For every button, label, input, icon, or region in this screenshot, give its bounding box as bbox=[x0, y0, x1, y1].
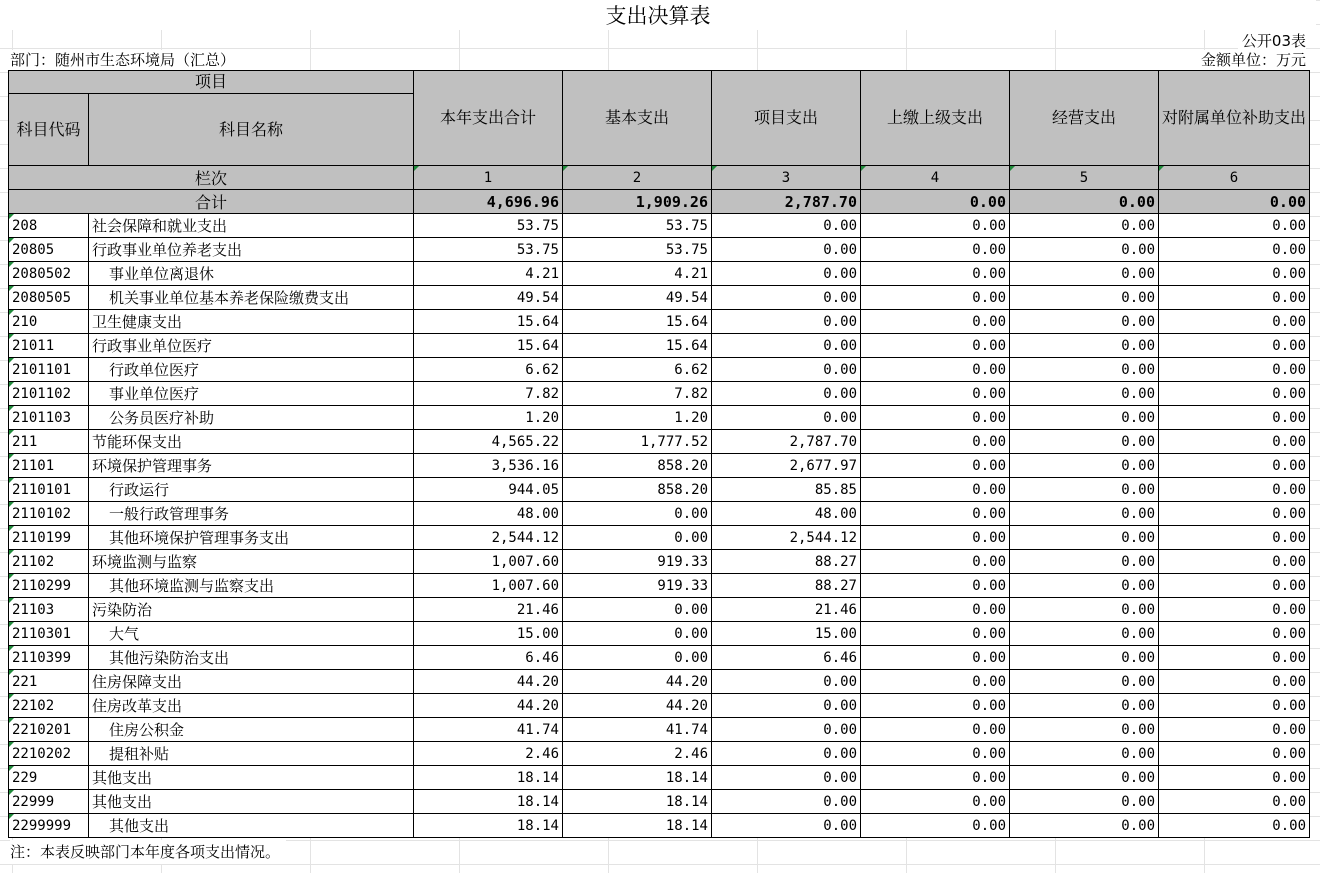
amount-cell[interactable]: 0.00 bbox=[1159, 430, 1310, 454]
amount-cell[interactable]: 2,787.70 bbox=[712, 430, 861, 454]
subject-name-cell[interactable]: 其他环境保护管理事务支出 bbox=[89, 526, 414, 550]
subject-name-cell[interactable]: 其他支出 bbox=[89, 766, 414, 790]
amount-cell[interactable]: 6.62 bbox=[563, 358, 712, 382]
subject-code-cell[interactable]: 2110399 bbox=[9, 646, 89, 670]
total-value[interactable]: 0.00 bbox=[1010, 190, 1159, 214]
amount-cell[interactable]: 0.00 bbox=[1010, 310, 1159, 334]
amount-cell[interactable]: 15.64 bbox=[414, 334, 563, 358]
table-row bbox=[9, 430, 1310, 454]
amount-cell[interactable]: 0.00 bbox=[1010, 238, 1159, 262]
amount-cell[interactable]: 0.00 bbox=[1010, 502, 1159, 526]
amount-cell[interactable]: 0.00 bbox=[861, 550, 1010, 574]
table-row bbox=[9, 694, 1310, 718]
expenditure-table bbox=[8, 70, 1310, 838]
subject-code-cell[interactable]: 21011 bbox=[9, 334, 89, 358]
amount-cell[interactable]: 4,565.22 bbox=[414, 430, 563, 454]
amount-cell[interactable]: 0.00 bbox=[712, 286, 861, 310]
amount-cell[interactable]: 0.00 bbox=[1159, 310, 1310, 334]
header-col-3[interactable]: 项目支出 bbox=[712, 71, 861, 166]
subject-code-cell[interactable]: 2299999 bbox=[9, 814, 89, 838]
subject-name-cell[interactable]: 其他污染防治支出 bbox=[89, 646, 414, 670]
table-row bbox=[9, 478, 1310, 502]
amount-cell[interactable]: 0.00 bbox=[861, 718, 1010, 742]
table-row bbox=[9, 814, 1310, 838]
amount-cell[interactable]: 0.00 bbox=[861, 358, 1010, 382]
amount-cell[interactable]: 0.00 bbox=[1159, 550, 1310, 574]
subject-name-cell[interactable]: 住房保障支出 bbox=[89, 670, 414, 694]
amount-cell[interactable]: 44.20 bbox=[414, 670, 563, 694]
col-index[interactable]: 5 bbox=[1010, 166, 1159, 190]
subject-name-cell[interactable]: 大气 bbox=[89, 622, 414, 646]
amount-cell[interactable]: 0.00 bbox=[1010, 574, 1159, 598]
footnote: 注：本表反映部门本年度各项支出情况。 bbox=[10, 840, 286, 864]
amount-cell[interactable]: 944.05 bbox=[414, 478, 563, 502]
col-index[interactable]: 2 bbox=[563, 166, 712, 190]
amount-cell[interactable]: 88.27 bbox=[712, 550, 861, 574]
amount-cell[interactable]: 18.14 bbox=[414, 790, 563, 814]
amount-cell[interactable]: 0.00 bbox=[861, 502, 1010, 526]
amount-cell[interactable]: 0.00 bbox=[861, 382, 1010, 406]
table-row bbox=[9, 406, 1310, 430]
col-index[interactable]: 1 bbox=[414, 166, 563, 190]
header-col-6[interactable]: 对附属单位补助支出 bbox=[1159, 71, 1310, 166]
amount-cell[interactable]: 0.00 bbox=[1159, 406, 1310, 430]
amount-cell[interactable]: 15.00 bbox=[712, 622, 861, 646]
amount-cell[interactable]: 1.20 bbox=[414, 406, 563, 430]
table-row bbox=[9, 310, 1310, 334]
subject-code-cell[interactable]: 2101101 bbox=[9, 358, 89, 382]
amount-cell[interactable]: 18.14 bbox=[563, 790, 712, 814]
amount-cell[interactable]: 0.00 bbox=[1159, 262, 1310, 286]
amount-cell[interactable]: 0.00 bbox=[1159, 502, 1310, 526]
amount-cell[interactable]: 0.00 bbox=[1010, 646, 1159, 670]
subject-code-cell[interactable]: 2110101 bbox=[9, 478, 89, 502]
subject-code-cell[interactable]: 2110299 bbox=[9, 574, 89, 598]
amount-cell[interactable]: 2,677.97 bbox=[712, 454, 861, 478]
amount-cell[interactable]: 0.00 bbox=[712, 694, 861, 718]
total-value[interactable]: 1,909.26 bbox=[563, 190, 712, 214]
amount-cell[interactable]: 0.00 bbox=[861, 574, 1010, 598]
amount-cell[interactable]: 0.00 bbox=[563, 526, 712, 550]
amount-cell[interactable]: 7.82 bbox=[563, 382, 712, 406]
amount-cell[interactable]: 1,007.60 bbox=[414, 574, 563, 598]
table-row bbox=[9, 286, 1310, 310]
amount-cell[interactable]: 0.00 bbox=[1010, 382, 1159, 406]
amount-cell[interactable]: 7.82 bbox=[414, 382, 563, 406]
amount-cell[interactable]: 21.46 bbox=[712, 598, 861, 622]
subject-name-cell[interactable]: 卫生健康支出 bbox=[89, 310, 414, 334]
amount-cell[interactable]: 0.00 bbox=[712, 382, 861, 406]
amount-cell[interactable]: 53.75 bbox=[414, 214, 563, 238]
amount-cell[interactable]: 0.00 bbox=[1010, 814, 1159, 838]
amount-cell[interactable]: 3,536.16 bbox=[414, 454, 563, 478]
amount-cell[interactable]: 0.00 bbox=[1159, 718, 1310, 742]
amount-cell[interactable]: 858.20 bbox=[563, 454, 712, 478]
amount-cell[interactable]: 858.20 bbox=[563, 478, 712, 502]
amount-cell[interactable]: 0.00 bbox=[1010, 262, 1159, 286]
subject-name-cell[interactable]: 住房改革支出 bbox=[89, 694, 414, 718]
subject-code-cell[interactable]: 21103 bbox=[9, 598, 89, 622]
amount-cell[interactable]: 0.00 bbox=[1010, 598, 1159, 622]
subject-code-cell[interactable]: 221 bbox=[9, 670, 89, 694]
amount-cell[interactable]: 0.00 bbox=[712, 670, 861, 694]
amount-cell[interactable]: 0.00 bbox=[1159, 526, 1310, 550]
amount-cell[interactable]: 0.00 bbox=[1159, 694, 1310, 718]
subject-code-cell[interactable]: 208 bbox=[9, 214, 89, 238]
amount-cell[interactable]: 0.00 bbox=[712, 238, 861, 262]
amount-cell[interactable]: 44.20 bbox=[563, 670, 712, 694]
total-value[interactable]: 2,787.70 bbox=[712, 190, 861, 214]
amount-cell[interactable]: 0.00 bbox=[1010, 622, 1159, 646]
amount-cell[interactable]: 0.00 bbox=[861, 430, 1010, 454]
amount-cell[interactable]: 0.00 bbox=[1159, 454, 1310, 478]
subject-name-cell[interactable]: 一般行政管理事务 bbox=[89, 502, 414, 526]
table-row bbox=[9, 670, 1310, 694]
amount-cell[interactable]: 0.00 bbox=[1159, 766, 1310, 790]
total-label[interactable]: 合计 bbox=[9, 190, 414, 214]
amount-cell[interactable]: 0.00 bbox=[861, 742, 1010, 766]
amount-cell[interactable]: 15.64 bbox=[563, 334, 712, 358]
amount-cell[interactable]: 0.00 bbox=[1159, 238, 1310, 262]
amount-cell[interactable]: 18.14 bbox=[414, 814, 563, 838]
header-code[interactable]: 科目代码 bbox=[9, 94, 89, 166]
subject-code-cell[interactable]: 2101103 bbox=[9, 406, 89, 430]
amount-cell[interactable]: 0.00 bbox=[1010, 766, 1159, 790]
amount-cell[interactable]: 18.14 bbox=[563, 766, 712, 790]
amount-cell[interactable]: 919.33 bbox=[563, 574, 712, 598]
col-index[interactable]: 6 bbox=[1159, 166, 1310, 190]
amount-cell[interactable]: 2.46 bbox=[563, 742, 712, 766]
table-row bbox=[9, 742, 1310, 766]
subject-name-cell[interactable]: 行政事业单位养老支出 bbox=[89, 238, 414, 262]
header-col-1[interactable]: 本年支出合计 bbox=[414, 71, 563, 166]
amount-cell[interactable]: 2,544.12 bbox=[414, 526, 563, 550]
table-row bbox=[9, 382, 1310, 406]
amount-cell[interactable]: 15.00 bbox=[414, 622, 563, 646]
total-value[interactable]: 0.00 bbox=[1159, 190, 1310, 214]
amount-cell[interactable]: 0.00 bbox=[861, 310, 1010, 334]
subject-code-cell[interactable]: 2210201 bbox=[9, 718, 89, 742]
amount-cell[interactable]: 0.00 bbox=[861, 238, 1010, 262]
amount-cell[interactable]: 0.00 bbox=[1159, 790, 1310, 814]
subject-name-cell[interactable]: 其他支出 bbox=[89, 790, 414, 814]
amount-cell[interactable]: 0.00 bbox=[712, 406, 861, 430]
table-row bbox=[9, 214, 1310, 238]
amount-cell[interactable]: 0.00 bbox=[1159, 670, 1310, 694]
amount-cell[interactable]: 0.00 bbox=[1010, 358, 1159, 382]
subject-name-cell[interactable]: 提租补贴 bbox=[89, 742, 414, 766]
subject-code-cell[interactable]: 2110102 bbox=[9, 502, 89, 526]
amount-cell[interactable]: 85.85 bbox=[712, 478, 861, 502]
subject-code-cell[interactable]: 2110199 bbox=[9, 526, 89, 550]
amount-cell[interactable]: 0.00 bbox=[861, 790, 1010, 814]
amount-cell[interactable]: 0.00 bbox=[712, 742, 861, 766]
amount-cell[interactable]: 0.00 bbox=[861, 478, 1010, 502]
subject-code-cell[interactable]: 22102 bbox=[9, 694, 89, 718]
subject-name-cell[interactable]: 其他环境监测与监察支出 bbox=[89, 574, 414, 598]
amount-cell[interactable]: 0.00 bbox=[1010, 670, 1159, 694]
amount-cell[interactable]: 0.00 bbox=[861, 598, 1010, 622]
table-row bbox=[9, 454, 1310, 478]
subject-name-cell[interactable]: 事业单位医疗 bbox=[89, 382, 414, 406]
amount-cell[interactable]: 0.00 bbox=[1010, 718, 1159, 742]
amount-cell[interactable]: 0.00 bbox=[861, 454, 1010, 478]
subject-name-cell[interactable]: 行政事业单位医疗 bbox=[89, 334, 414, 358]
amount-cell[interactable]: 0.00 bbox=[1010, 406, 1159, 430]
col-index[interactable]: 4 bbox=[861, 166, 1010, 190]
amount-cell[interactable]: 0.00 bbox=[1010, 334, 1159, 358]
amount-cell[interactable]: 6.46 bbox=[414, 646, 563, 670]
amount-cell[interactable]: 0.00 bbox=[712, 358, 861, 382]
amount-cell[interactable]: 53.75 bbox=[563, 238, 712, 262]
amount-cell[interactable]: 0.00 bbox=[861, 214, 1010, 238]
amount-cell[interactable]: 15.64 bbox=[563, 310, 712, 334]
amount-cell[interactable]: 6.46 bbox=[712, 646, 861, 670]
amount-cell[interactable]: 18.14 bbox=[563, 814, 712, 838]
amount-cell[interactable]: 0.00 bbox=[1159, 382, 1310, 406]
subject-code-cell[interactable]: 2110301 bbox=[9, 622, 89, 646]
amount-cell[interactable]: 0.00 bbox=[1159, 742, 1310, 766]
table-row bbox=[9, 550, 1310, 574]
amount-cell[interactable]: 0.00 bbox=[1010, 478, 1159, 502]
subject-name-cell[interactable]: 行政单位医疗 bbox=[89, 358, 414, 382]
amount-cell[interactable]: 0.00 bbox=[563, 646, 712, 670]
subject-code-cell[interactable]: 2080505 bbox=[9, 286, 89, 310]
amount-cell[interactable]: 0.00 bbox=[861, 694, 1010, 718]
col-index[interactable]: 3 bbox=[712, 166, 861, 190]
amount-cell[interactable]: 0.00 bbox=[861, 646, 1010, 670]
amount-cell[interactable]: 0.00 bbox=[861, 670, 1010, 694]
amount-cell[interactable]: 44.20 bbox=[563, 694, 712, 718]
subject-name-cell[interactable]: 环境监测与监察 bbox=[89, 550, 414, 574]
subject-name-cell[interactable]: 环境保护管理事务 bbox=[89, 454, 414, 478]
amount-cell[interactable]: 0.00 bbox=[861, 526, 1010, 550]
amount-cell[interactable]: 0.00 bbox=[563, 502, 712, 526]
amount-cell[interactable]: 0.00 bbox=[861, 814, 1010, 838]
row-index-label[interactable]: 栏次 bbox=[9, 166, 414, 190]
amount-cell[interactable]: 49.54 bbox=[414, 286, 563, 310]
amount-cell[interactable]: 1.20 bbox=[563, 406, 712, 430]
amount-cell[interactable]: 0.00 bbox=[712, 310, 861, 334]
header-col-5[interactable]: 经营支出 bbox=[1010, 71, 1159, 166]
table-row bbox=[9, 238, 1310, 262]
amount-cell[interactable]: 0.00 bbox=[1010, 526, 1159, 550]
header-col-4[interactable]: 上缴上级支出 bbox=[861, 71, 1010, 166]
amount-cell[interactable]: 2.46 bbox=[414, 742, 563, 766]
subject-name-cell[interactable]: 住房公积金 bbox=[89, 718, 414, 742]
amount-cell[interactable]: 0.00 bbox=[1159, 574, 1310, 598]
subject-name-cell[interactable]: 污染防治 bbox=[89, 598, 414, 622]
amount-cell[interactable]: 0.00 bbox=[1159, 334, 1310, 358]
header-col-2[interactable]: 基本支出 bbox=[563, 71, 712, 166]
header-item[interactable]: 项目 bbox=[9, 71, 414, 94]
amount-cell[interactable]: 88.27 bbox=[712, 574, 861, 598]
department-label: 部门：随州市生态环境局（汇总） bbox=[10, 50, 239, 70]
subject-code-cell[interactable]: 2080502 bbox=[9, 262, 89, 286]
subject-code-cell[interactable]: 211 bbox=[9, 430, 89, 454]
amount-cell[interactable]: 0.00 bbox=[1159, 646, 1310, 670]
subject-code-cell[interactable]: 20805 bbox=[9, 238, 89, 262]
subject-code-cell[interactable]: 2101102 bbox=[9, 382, 89, 406]
amount-cell[interactable]: 4.21 bbox=[563, 262, 712, 286]
subject-code-cell[interactable]: 210 bbox=[9, 310, 89, 334]
amount-cell[interactable]: 0.00 bbox=[1010, 694, 1159, 718]
subject-code-cell[interactable]: 21101 bbox=[9, 454, 89, 478]
amount-cell[interactable]: 4.21 bbox=[414, 262, 563, 286]
amount-unit-label: 金额单位：万元 bbox=[1197, 50, 1306, 70]
amount-cell[interactable]: 0.00 bbox=[712, 214, 861, 238]
amount-cell[interactable]: 0.00 bbox=[712, 790, 861, 814]
amount-cell[interactable]: 41.74 bbox=[414, 718, 563, 742]
subject-name-cell[interactable]: 社会保障和就业支出 bbox=[89, 214, 414, 238]
table-row bbox=[9, 502, 1310, 526]
amount-cell[interactable]: 0.00 bbox=[1159, 622, 1310, 646]
amount-cell[interactable]: 0.00 bbox=[1159, 214, 1310, 238]
amount-cell[interactable]: 53.75 bbox=[563, 214, 712, 238]
subject-code-cell[interactable]: 229 bbox=[9, 766, 89, 790]
amount-cell[interactable]: 0.00 bbox=[861, 766, 1010, 790]
subject-name-cell[interactable]: 公务员医疗补助 bbox=[89, 406, 414, 430]
amount-cell[interactable]: 0.00 bbox=[563, 622, 712, 646]
total-value[interactable]: 4,696.96 bbox=[414, 190, 563, 214]
amount-cell[interactable]: 0.00 bbox=[1010, 550, 1159, 574]
header-name[interactable]: 科目名称 bbox=[89, 94, 414, 166]
table-row bbox=[9, 790, 1310, 814]
amount-cell[interactable]: 0.00 bbox=[1159, 358, 1310, 382]
amount-cell[interactable]: 0.00 bbox=[1159, 478, 1310, 502]
amount-cell[interactable]: 21.46 bbox=[414, 598, 563, 622]
amount-cell[interactable]: 0.00 bbox=[1010, 742, 1159, 766]
subject-name-cell[interactable]: 机关事业单位基本养老保险缴费支出 bbox=[89, 286, 414, 310]
subject-code-cell[interactable]: 22999 bbox=[9, 790, 89, 814]
subject-name-cell[interactable]: 其他支出 bbox=[89, 814, 414, 838]
amount-cell[interactable]: 0.00 bbox=[1010, 790, 1159, 814]
amount-cell[interactable]: 0.00 bbox=[1010, 430, 1159, 454]
amount-cell[interactable]: 48.00 bbox=[414, 502, 563, 526]
table-row bbox=[9, 766, 1310, 790]
amount-cell[interactable]: 0.00 bbox=[712, 334, 861, 358]
total-row bbox=[9, 190, 1310, 214]
amount-cell[interactable]: 18.14 bbox=[414, 766, 563, 790]
amount-cell[interactable]: 0.00 bbox=[1010, 454, 1159, 478]
table-row bbox=[9, 574, 1310, 598]
amount-cell[interactable]: 0.00 bbox=[1010, 286, 1159, 310]
form-number: 公开03表 bbox=[1238, 30, 1306, 50]
subject-name-cell[interactable]: 行政运行 bbox=[89, 478, 414, 502]
amount-cell[interactable]: 1,777.52 bbox=[563, 430, 712, 454]
amount-cell[interactable]: 49.54 bbox=[563, 286, 712, 310]
total-value[interactable]: 0.00 bbox=[861, 190, 1010, 214]
subject-name-cell[interactable]: 事业单位离退休 bbox=[89, 262, 414, 286]
table-row bbox=[9, 718, 1310, 742]
amount-cell[interactable]: 1,007.60 bbox=[414, 550, 563, 574]
amount-cell[interactable]: 0.00 bbox=[712, 814, 861, 838]
amount-cell[interactable]: 6.62 bbox=[414, 358, 563, 382]
amount-cell[interactable]: 15.64 bbox=[414, 310, 563, 334]
amount-cell[interactable]: 0.00 bbox=[861, 622, 1010, 646]
amount-cell[interactable]: 0.00 bbox=[861, 262, 1010, 286]
amount-cell[interactable]: 0.00 bbox=[1159, 598, 1310, 622]
amount-cell[interactable]: 41.74 bbox=[563, 718, 712, 742]
subject-code-cell[interactable]: 2210202 bbox=[9, 742, 89, 766]
amount-cell[interactable]: 919.33 bbox=[563, 550, 712, 574]
amount-cell[interactable]: 0.00 bbox=[861, 406, 1010, 430]
table-row bbox=[9, 334, 1310, 358]
table-row bbox=[9, 622, 1310, 646]
table-row bbox=[9, 598, 1310, 622]
amount-cell[interactable]: 0.00 bbox=[861, 334, 1010, 358]
sheet-title: 支出决算表 bbox=[0, 0, 1316, 30]
table-row bbox=[9, 526, 1310, 550]
subject-name-cell[interactable]: 节能环保支出 bbox=[89, 430, 414, 454]
subject-code-cell[interactable]: 21102 bbox=[9, 550, 89, 574]
amount-cell[interactable]: 0.00 bbox=[861, 286, 1010, 310]
amount-cell[interactable]: 2,544.12 bbox=[712, 526, 861, 550]
amount-cell[interactable]: 48.00 bbox=[712, 502, 861, 526]
amount-cell[interactable]: 44.20 bbox=[414, 694, 563, 718]
table-row bbox=[9, 262, 1310, 286]
amount-cell[interactable]: 0.00 bbox=[1010, 214, 1159, 238]
amount-cell[interactable]: 0.00 bbox=[1159, 286, 1310, 310]
table-row bbox=[9, 358, 1310, 382]
amount-cell[interactable]: 0.00 bbox=[563, 598, 712, 622]
amount-cell[interactable]: 0.00 bbox=[1159, 814, 1310, 838]
amount-cell[interactable]: 0.00 bbox=[712, 718, 861, 742]
amount-cell[interactable]: 0.00 bbox=[712, 766, 861, 790]
table-row bbox=[9, 646, 1310, 670]
amount-cell[interactable]: 53.75 bbox=[414, 238, 563, 262]
amount-cell[interactable]: 0.00 bbox=[712, 262, 861, 286]
